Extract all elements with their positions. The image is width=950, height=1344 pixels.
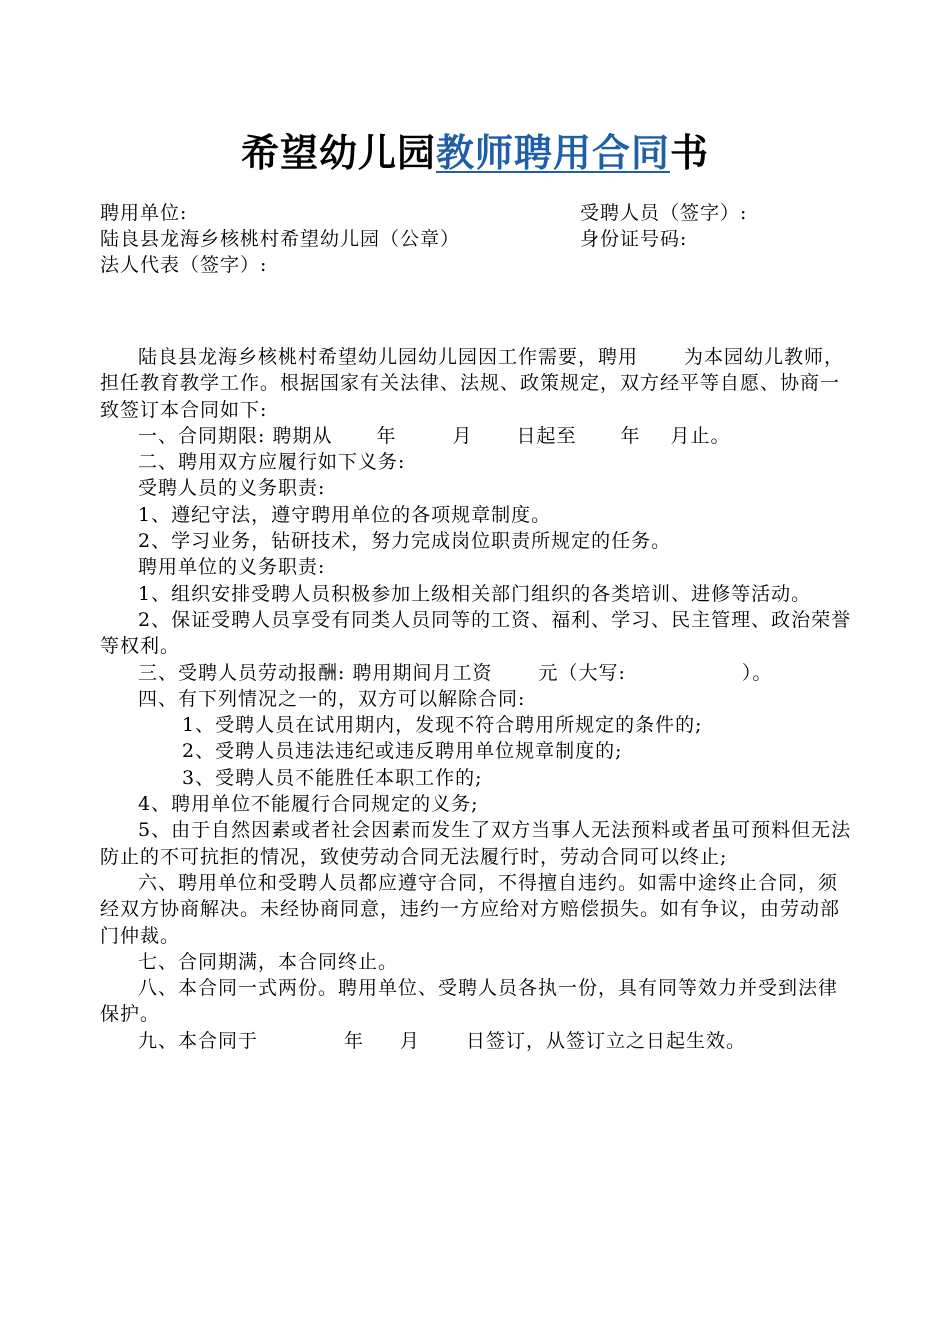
termination-item-4: 4、聘用单位不能履行合同规定的义务; — [138, 793, 479, 816]
intro-text-a: 陆良县龙海乡核桃村希望幼儿园幼儿园因工作需要，聘用 — [138, 346, 639, 368]
employer-name: 陆良县龙海乡核桃村希望幼儿园（公章） — [100, 228, 461, 250]
salary-text: 三、受聘人员劳动报酬: 聘用期间月工资 — [138, 661, 493, 684]
employee-duties-heading: 受聘人员的义务职责: — [138, 477, 326, 500]
signing-effective: 日签订，从签订立之日起生效。 — [466, 1029, 747, 1052]
employee-signature: 受聘人员（签字）: — [580, 202, 748, 224]
salary-clause — [100, 660, 852, 686]
contract-term — [100, 423, 852, 449]
term-from: 日起至 — [516, 424, 577, 447]
term-month: 月 — [452, 424, 473, 447]
legal-representative: 法人代表（签字）: — [100, 254, 268, 276]
term-year: 年 — [376, 424, 397, 447]
employee-duty-2: 2、学习业务，钻研技术，努力完成岗位职责所规定的任务。 — [138, 530, 672, 553]
contract-body — [100, 344, 852, 1054]
clause-8: 八、本合同一式两份。聘用单位、受聘人员各执一份，具有同等效力并受到法律保护。 — [100, 977, 839, 1026]
clause-7: 七、合同期满，本合同终止。 — [138, 950, 399, 973]
intro-paragraph — [100, 344, 852, 423]
salary-close: ）。 — [741, 661, 773, 684]
termination-heading: 四、有下列情况之一的，双方可以解除合同: — [138, 687, 526, 710]
employer-duty-2: 2、保证受聘人员享受有同类人员同等的工资、福利、学习、民主管理、政治荣誉等权利。 — [100, 608, 852, 658]
document-title — [0, 128, 950, 178]
employee-duty-1: 1、遵纪守法，遵守聘用单位的各项规章制度。 — [138, 503, 552, 526]
termination-item-3: 3、受聘人员不能胜任本职工作的; — [182, 766, 483, 789]
employer-label: 聘用单位: — [100, 202, 188, 224]
term-month-end: 月止。 — [670, 424, 731, 447]
signing-text: 九、本合同于 — [138, 1029, 259, 1052]
clause-6: 六、聘用单位和受聘人员都应遵守合同，不得擅自违约。如需中途终止合同，须经双方协商解决。未经协商同意，违约一方应给对方赔偿损失。如有争议，由劳动部门仲裁。 — [100, 871, 841, 947]
employer-duties-heading: 聘用单位的义务职责: — [138, 556, 326, 579]
duties-heading: 二、聘用双方应履行如下义务: — [138, 451, 406, 474]
title-link[interactable]: 教师聘用合同 — [435, 130, 670, 175]
term-year-end: 年 — [620, 424, 641, 447]
employer-duty-1: 1、组织安排受聘人员积极参加上级相关部门组织的各类培训、进修等活动。 — [138, 582, 812, 605]
id-number: 身份证号码: — [580, 228, 688, 250]
title-prefix: 希望幼儿园 — [240, 130, 436, 175]
termination-item-1: 1、受聘人员在试用期内，发现不符合聘用所规定的条件的; — [182, 714, 703, 737]
salary-uppercase: 元（大写: — [538, 661, 626, 684]
signing-month: 月 — [400, 1029, 421, 1052]
clause-9 — [100, 1028, 852, 1054]
term-text: 一、合同期限: 聘期从 — [138, 424, 333, 447]
signing-year: 年 — [344, 1029, 365, 1052]
termination-item-2: 2、受聘人员违法违纪或违反聘用单位规章制度的; — [182, 740, 623, 763]
termination-item-5: 5、由于自然因素或者社会因素而发生了双方当事人无法预料或者虽可预料但无法防止的不可抗拒的情况，致使劳动合同无法履行时，劳动合同可以终止; — [100, 819, 852, 868]
title-suffix: 书 — [670, 130, 710, 175]
intro-text-b: 为本园幼儿教师，担任教育教学工作。根据国家有关法律、法规、政策规定，双方经平等自愿、协商一致签订本合同如下: — [100, 346, 845, 421]
